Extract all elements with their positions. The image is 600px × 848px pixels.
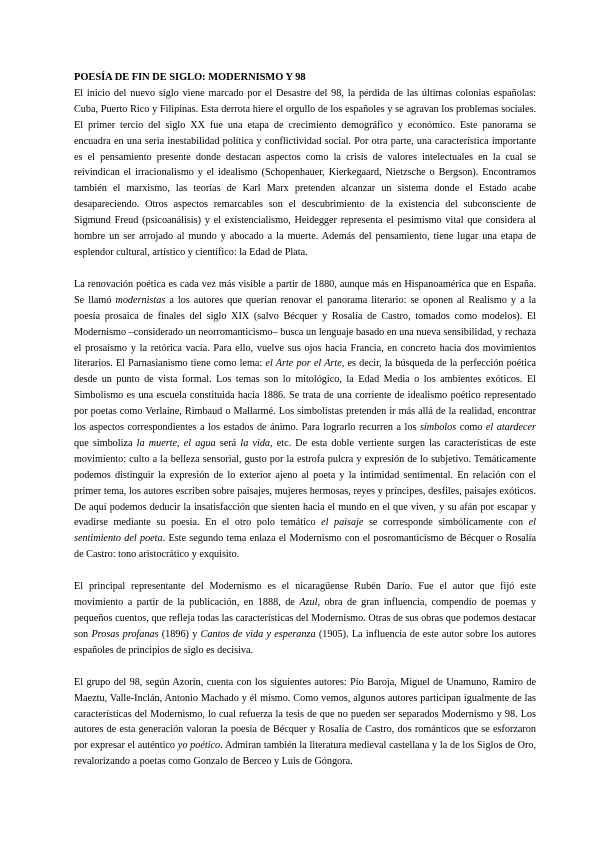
text: El grupo del 98, según Azorín, cuenta con los siguientes autores: Pío Baroja, Miguel de Unamuno, Ramiro de Maeztu, Valle-Inclán, Antonio Machado y él mismo. Como vemos, algunos autores participan igualmente de las características del Modernismo, lo cual refuerza la tesis de que no pueden ser separados Modernismo y 98. Los autores de esta generación valoran la poesía de Bécquer y Rosalía de Castro, dos románticos que se esforzaron por expresar el auténtico [74, 676, 536, 752]
paragraph-ruben-dario [74, 579, 536, 659]
paragraph-generacion-98 [74, 675, 536, 770]
italic-text: el Arte por el Arte [265, 358, 342, 370]
document-title: POESÍA DE FIN DE SIGLO: MODERNISMO Y 98 [74, 72, 306, 83]
text: (1896) y [158, 628, 201, 640]
italic-text: la muerte, el agua [136, 437, 216, 449]
text: (1905). La influencia de este autor sobre los autores españoles de principios de siglo es decisiva. [74, 628, 536, 656]
paragraph-context: El inicio del nuevo siglo viene marcado por el Desastre del 98, la pérdida de las últimas colonias españolas: Cuba, Puerto Rico y Filipinas. Esta derrota hiere el orgullo de los españoles y se agravan los problemas sociales. El primer tercio del siglo XX fue una etapa de crecimiento demográfico y económico. Este panorama se encuadra en una seria inestabilidad política y conflictividad social. Por otra parte, una característica importante es el pensamiento presente donde destacan aspectos como la crisis de valores intelectuales en la cual se reivindican el irracionalismo y el idealismo (Schopenhauer, Kierkegaard, Nietzsche o Bergson). Encontramos también el marxismo, las teorías de Karl Marx pretenden alcanzar un sistema donde el Estado acabe desapareciendo. Otros aspectos remarcables son el descubrimiento de la existencia del subconsciente de Sigmund Freud (psicoanálisis) y el existencialismo, Heidegger representa el pesimismo vital que considera al hombre un ser arrojado al mundo y abocado a la muerte. Además del pensamiento, tiene lugar una etapa de esplendor cultural, artístico y científico: la Edad de Plata. [74, 87, 536, 258]
text: La renovación poética es cada vez más visible a partir de 1880, aunque más en Hispanoamérica que en España. Se llamó [74, 278, 536, 306]
text: , es decir, la búsqueda de la perfección poética desde un punto de vista formal. Los temas son lo mitológico, la Edad Media o los ambientes exóticos. El Simbolismo es una escuela constituida hacia 1886. Se trata de una corriente de idealismo poético representado por poetas como Verlaine, Rimbaud o Mallarmé. Los simbolistas pretenden ir más allá de la realidad, encontrar los aspectos correspondientes a los estados de ánimo. Para lograrlo recurren a los [74, 358, 536, 434]
text: a los autores que querían renovar el panorama literario: se oponen al Realismo y a la poesía prosaica de finales del siglo XIX (salvo Bécquer y Rosalía de Castro, tomados como modelos). El Modernismo –considerado un neorromanticismo– busca un lenguaje basado en una nueva sensibilidad, y rechaza el prosaísmo y la retórica vacía. Para ello, vuelve sus ojos hacia Francia, en concreto hacia dos movimientos literarios. El Parnasianismo tiene como lema: [74, 294, 536, 370]
italic-text: Prosas profanas [91, 628, 159, 640]
text: . Admiran también la literatura medieval castellana y la de los Siglos de Oro, revalorizando a poetas como Gonzalo de Berceo y Luis de Góngora. [74, 740, 537, 768]
italic-text: modernistas [115, 294, 166, 306]
text: será [215, 437, 241, 449]
text: , obra de gran influencia, compendio de poemas y pequeños cuentos, que refleja todas las características del Modernismo. Otras de sus obras que podemos destacar son [74, 597, 536, 640]
italic-text: el sentimiento del poeta [74, 517, 536, 545]
paragraph-modernismo [74, 277, 536, 563]
text: , etc. De esta doble vertiente surgen las características de este movimiento: culto a la belleza sensorial, gusto por la estrofa pulcra y expresión de lo subjetivo. Temáticamente podemos distinguir la expresión de lo exterior ajeno al poeta y la intimidad sentimental. En relación con el primer tema, los autores escriben sobre paisajes, mujeres hermosas, reyes y príncipes, desfiles, paisajes exóticos. De aquí podemos deducir la insatisfacción que sienten hacia el mundo en el que viven, y su afán por escapar y evadirse mediante su poesía. En el otro polo temático [74, 437, 537, 529]
text: que simboliza [74, 437, 137, 449]
text: como [456, 422, 486, 434]
text: . Este segundo tema enlaza el Modernismo con el posromanticismo de Bécquer o Rosalía de Castro: tono aristocrático y exquisito. [74, 533, 536, 561]
text: El principal representante del Modernismo es el nicaragüense Rubén Darío. Fue el autor que fijó este movimiento a partir de la publicación, en 1888, de [74, 581, 536, 609]
italic-text: Cantos de vida y esperanza [200, 628, 316, 640]
italic-text: símbolos [419, 422, 457, 434]
italic-text: el paisaje [321, 517, 364, 529]
italic-text: yo poético [177, 740, 221, 752]
italic-text: la vida [240, 437, 271, 449]
italic-text: Azul [299, 597, 318, 609]
document-page [74, 70, 536, 786]
italic-text: el atardecer [485, 422, 536, 434]
text: se corresponde simbólicamente con [363, 517, 529, 529]
